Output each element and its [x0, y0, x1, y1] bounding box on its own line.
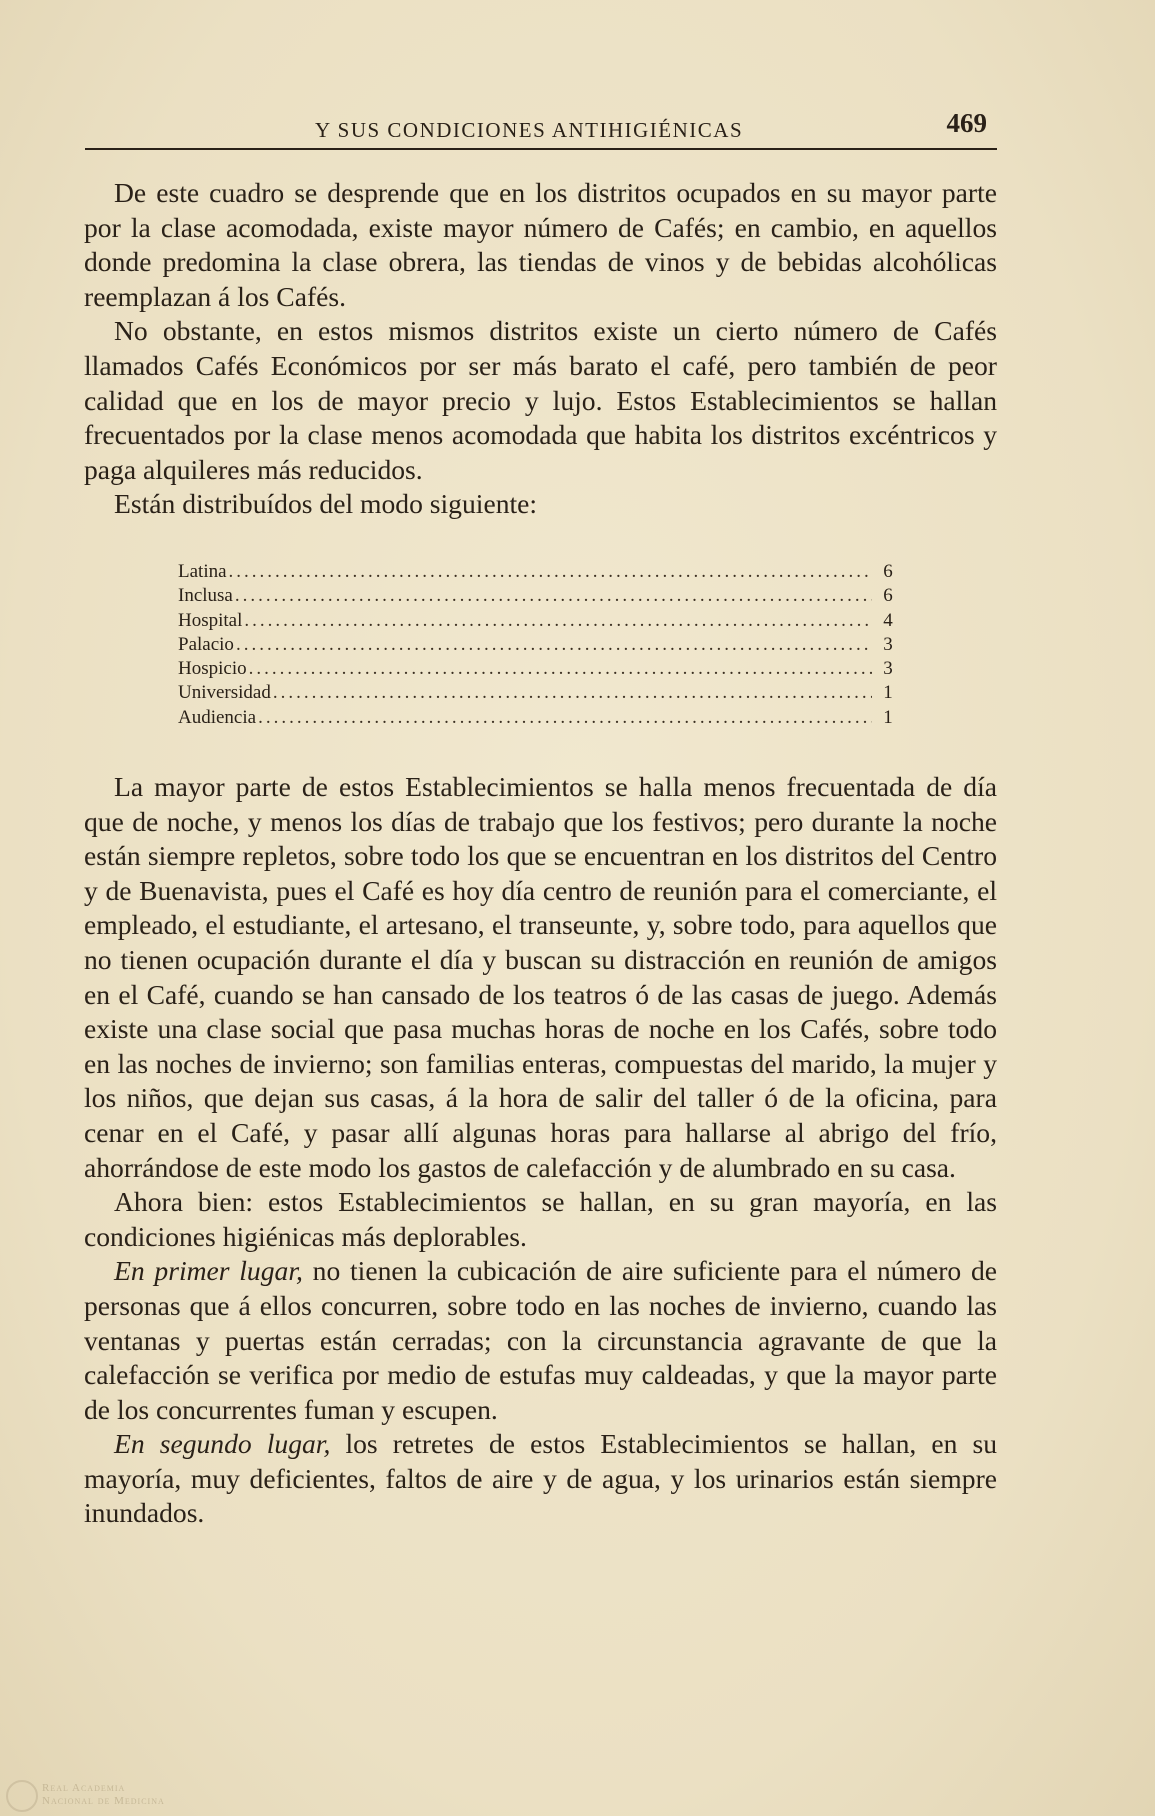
- district-name: Audiencia: [178, 706, 257, 728]
- district-count: 1: [883, 682, 893, 704]
- watermark-text: [42, 1782, 165, 1808]
- district-name: Inclusa: [178, 585, 233, 607]
- list-item: [178, 633, 898, 657]
- list-item: [178, 560, 898, 584]
- leader-dots: [249, 657, 872, 681]
- leader-dots: [229, 560, 872, 584]
- district-count: 3: [883, 633, 893, 655]
- page-number: 469: [946, 108, 987, 138]
- list-item: [178, 706, 898, 730]
- district-list: [178, 560, 898, 730]
- body-text-top: [84, 176, 997, 522]
- paragraph-rest: los retretes de estos Establecimientos se hallan, en su mayoría, muy deficientes, faltos de aire y de agua, y los urinarios están siempre inundados.: [84, 1428, 997, 1529]
- emphasis-lead: En segundo lugar,: [114, 1428, 331, 1460]
- leader-dots: [273, 681, 872, 705]
- paragraph: De este cuadro se desprende que en los distritos ocupados en su mayor parte por la clase acomodada, existe mayor número de Cafés; en cambio, en aquellos donde predomina la clase obrera, las tiendas de vinos y de bebidas alcohólicas reemplazan á los Cafés.: [84, 177, 997, 312]
- district-count: 4: [883, 609, 893, 631]
- watermark-line: Real Academia: [42, 1782, 126, 1794]
- district-name: Hospicio: [178, 658, 247, 680]
- leader-dots: [244, 609, 872, 633]
- district-name: Palacio: [178, 633, 234, 655]
- leader-dots: [236, 633, 872, 657]
- leader-dots: [258, 706, 872, 730]
- district-count: 3: [883, 658, 893, 680]
- paragraph: Ahora bien: estos Establecimientos se hallan, en su gran mayoría, en las condiciones higiénicas más deplorables.: [84, 1186, 997, 1252]
- district-count: 6: [883, 585, 893, 607]
- page-header: [85, 108, 997, 150]
- library-watermark: [0, 1774, 200, 1816]
- paragraph: Están distribuídos del modo siguiente:: [114, 488, 538, 520]
- district-name: Hospital: [178, 609, 243, 631]
- list-item: [178, 681, 898, 705]
- list-item: [178, 657, 898, 681]
- body-text-bottom: [84, 770, 997, 1531]
- district-count: 6: [883, 561, 893, 582]
- district-count: 1: [883, 706, 893, 728]
- running-title: Y SUS CONDICIONES ANTIHIGIÉNICAS: [315, 118, 744, 142]
- paragraph: [84, 1254, 997, 1427]
- district-name: Latina: [178, 561, 227, 582]
- list-item: [178, 584, 898, 608]
- paragraph: La mayor parte de estos Establecimientos se halla menos frecuentada de día que de noche, y menos los días de trabajo que los festivos; pero durante la noche están siempre repletos, sobre todo los que se encuentran en los distritos del Centro y de Buenavista, pues el Café es hoy día centro de reunión para el comerciante, el empleado, el estudiante, el artesano, el transeunte, y, sobre todo, para aquellos que no tienen ocupación durante el día y buscan su distracción en reunión de amigos en el Café, cuando se han cansado de los teatros ó de las casas de juego. Además existe una clase social que pasa muchas horas de noche en los Cafés, sobre todo en las noches de invierno; son familias enteras, compuestas del marido, la mujer y los niños, que dejan sus casas, á la hora de salir del taller ó de la oficina, para cenar en el Café, y pasar allí algunas horas para hallarse al abrigo del frío, ahorrándose de este modo los gastos de calefacción y de alumbrado en su casa.: [84, 771, 997, 1183]
- seal-icon: [6, 1780, 38, 1812]
- list-item: [178, 609, 898, 633]
- leader-dots: [235, 584, 872, 608]
- watermark-line: Nacional de Medicina: [42, 1795, 165, 1807]
- paragraph: [84, 1427, 997, 1531]
- emphasis-lead: En primer lugar,: [114, 1255, 303, 1287]
- paragraph-rest: no tienen la cubicación de aire suficiente para el número de personas que á ellos concurren, sobre todo en las noches de invierno, cuando las ventanas y puertas están cerradas; con la circunstancia agravante de que la calefacción se verifica por medio de estufas muy caldeadas, y que la mayor parte de los concurrentes fuman y escupen.: [84, 1255, 997, 1425]
- district-name: Universidad: [178, 682, 271, 704]
- paragraph: No obstante, en estos mismos distritos existe un cierto número de Cafés llamados Cafés Económicos por ser más barato el café, pero también de peor calidad que en los de mayor precio y lujo. Estos Establecimientos se hallan frecuentados por la clase menos acomodada que habita los distritos excéntricos y paga alquileres más reducidos.: [84, 315, 997, 485]
